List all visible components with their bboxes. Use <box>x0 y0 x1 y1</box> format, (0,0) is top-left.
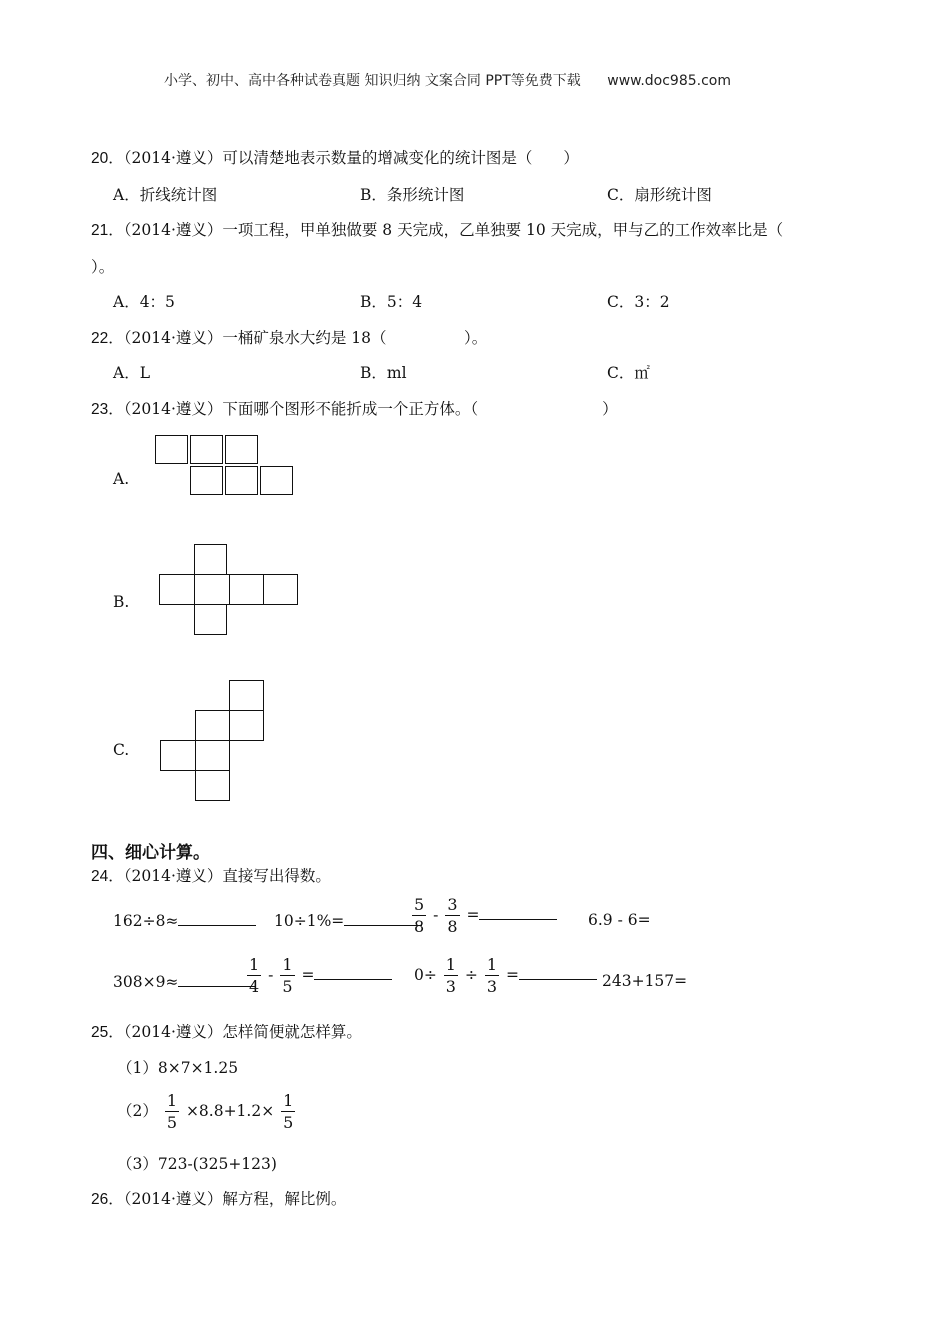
question-22 <box>91 326 487 348</box>
net-square <box>160 740 196 771</box>
operator: = <box>301 966 315 984</box>
option-c-label: C. <box>113 741 130 759</box>
net-square <box>194 604 227 635</box>
option-a: A．折线统计图 <box>113 186 218 204</box>
option-c: C．3：2 <box>607 293 670 311</box>
net-square <box>229 680 264 711</box>
question-21 <box>91 218 783 240</box>
fraction: $\frac{1}{4}$ <box>249 955 260 996</box>
operator: = <box>505 966 519 984</box>
option-b: B．ml <box>360 364 407 382</box>
fraction: $\frac{3}{8}$ <box>447 895 458 936</box>
question-stem: 一项工程，甲单独做要 8 天完成，乙单独要 10 天完成，甲与乙的工作效率比是（ <box>222 221 784 239</box>
operator: ÷ <box>464 966 478 984</box>
answer-blank[interactable] <box>479 905 557 920</box>
question-stem: 下面哪个图形不能折成一个正方体。（ ） <box>222 400 618 418</box>
subquestion-1: （1）8×7×1.25 <box>117 1059 239 1077</box>
question-source: （2014·遵义） <box>123 1190 223 1208</box>
question-26 <box>91 1187 346 1209</box>
fraction: $\frac{1}{3}$ <box>486 955 498 996</box>
option-c: C．扇形统计图 <box>607 186 712 204</box>
net-square <box>263 574 298 605</box>
calc-item <box>410 897 557 935</box>
net-square <box>195 770 230 801</box>
question-number: 24． <box>91 868 124 885</box>
question-stem: 怎样简便就怎样算。 <box>222 1023 362 1041</box>
net-square <box>225 435 258 464</box>
page-header <box>164 70 731 90</box>
calc-item <box>245 957 392 995</box>
fraction: $\frac{1}{5}$ <box>282 955 293 996</box>
question-stem: 一桶矿泉水大约是 18（ ）。 <box>222 329 488 347</box>
question-source: （2014·遵义） <box>123 1023 223 1041</box>
question-23 <box>91 397 618 419</box>
net-square <box>159 574 195 605</box>
question-number: 26． <box>91 1191 124 1208</box>
calc-item <box>113 972 256 991</box>
question-number: 22． <box>91 330 124 347</box>
option-b-label: B. <box>113 593 130 611</box>
net-square <box>229 574 264 605</box>
operator: = <box>466 906 480 924</box>
expression: 10÷1%= <box>274 912 345 930</box>
header-text: 小学、初中、高中各种试卷真题 知识归纳 文案合同 PPT等免费下载 <box>164 73 581 89</box>
option-a-label: A. <box>113 470 130 488</box>
option-a: A．4：5 <box>113 293 175 311</box>
option-b: B．条形统计图 <box>360 186 465 204</box>
question-24 <box>91 864 331 886</box>
expression: 162÷8≈ <box>113 912 179 930</box>
calc-item <box>113 911 256 930</box>
net-square <box>229 710 264 741</box>
fraction: $\frac{5}{8}$ <box>414 895 425 936</box>
net-square <box>194 544 227 575</box>
question-source: （2014·遵义） <box>123 400 223 418</box>
calc-item <box>274 911 422 930</box>
question-number: 25． <box>91 1024 124 1041</box>
expression: 0÷ <box>414 966 437 984</box>
subquestion-label: （2） <box>117 1102 158 1120</box>
subquestion-3: （3）723-(325+123) <box>117 1155 277 1173</box>
question-source: （2014·遵义） <box>123 329 223 347</box>
net-square <box>225 466 258 495</box>
answer-blank[interactable] <box>314 965 392 980</box>
net-square <box>190 466 223 495</box>
subquestion-2 <box>117 1093 297 1131</box>
option-c: C．㎡ <box>607 364 650 382</box>
calc-item <box>414 957 597 995</box>
fraction: $\frac{1}{5}$ <box>283 1091 294 1132</box>
net-square <box>155 435 188 464</box>
question-number: 21． <box>91 222 124 239</box>
net-square <box>195 740 230 771</box>
question-20 <box>91 146 579 168</box>
net-square <box>195 710 230 741</box>
question-source: （2014·遵义） <box>123 149 223 167</box>
net-square <box>194 574 230 605</box>
question-21-stem-continued: ）。 <box>91 258 115 276</box>
expression: ×8.8+1.2× <box>185 1102 275 1120</box>
fraction: $\frac{1}{5}$ <box>166 1091 177 1132</box>
option-a: A．L <box>113 364 150 382</box>
calc-item: 243+157= <box>602 972 688 990</box>
calc-item: 6.9 - 6= <box>588 911 651 929</box>
expression: 308×9≈ <box>113 973 179 991</box>
option-b: B．5：4 <box>360 293 423 311</box>
question-number: 23． <box>91 401 124 418</box>
operator: - <box>433 906 439 924</box>
question-source: （2014·遵义） <box>123 867 223 885</box>
operator: - <box>268 966 274 984</box>
answer-blank[interactable] <box>519 965 597 980</box>
question-stem: 解方程，解比例。 <box>222 1190 347 1208</box>
net-square <box>190 435 223 464</box>
question-stem: 直接写出得数。 <box>222 867 331 885</box>
net-square <box>260 466 293 495</box>
section-title: 四、细心计算。 <box>91 843 210 863</box>
question-25 <box>91 1020 362 1042</box>
header-url: www.doc985.com <box>607 73 731 89</box>
question-number: 20． <box>91 150 124 167</box>
question-source: （2014·遵义） <box>123 221 223 239</box>
question-stem: 可以清楚地表示数量的增减变化的统计图是（ ） <box>222 149 579 167</box>
fraction: $\frac{1}{3}$ <box>445 955 456 996</box>
answer-blank[interactable] <box>178 911 256 926</box>
